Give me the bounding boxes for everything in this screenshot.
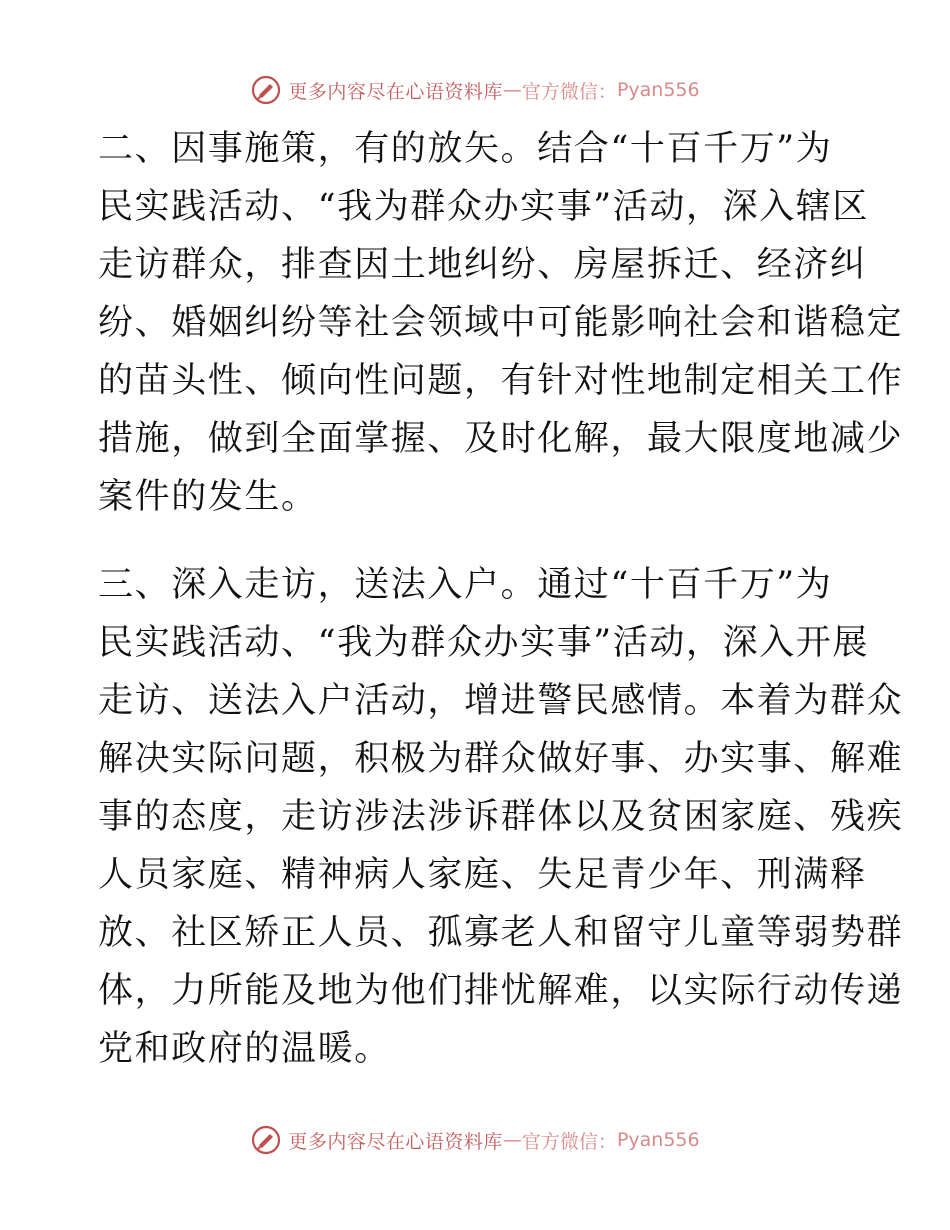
watermark-dash: — [502, 79, 522, 101]
watermark-wechat-label: 官方微信： [521, 80, 617, 103]
paragraph-line: 放、社区矫正人员、孤寡老人和留守儿童等弱势群 [98, 913, 904, 953]
watermark-brand: 更多内容尽在心语资料库 [288, 80, 503, 103]
paragraph-line: 走访群众，排查因土地纠纷、房屋拆迁、经济纠 [98, 245, 867, 285]
paragraph-3 [98, 556, 904, 1078]
paragraph-line: 民实践活动、“我为群众办实事”活动，深入辖区 [98, 187, 869, 227]
watermark-brand: 更多内容尽在心语资料库 [288, 1130, 503, 1153]
document-body [98, 120, 904, 1078]
paragraph-line: 解决实际问题，积极为群众做好事、办实事、解难 [98, 739, 904, 779]
watermark-wechat-id: Pyan556 [616, 79, 700, 101]
watermark-wechat-label: 官方微信： [521, 1130, 617, 1153]
brand-logo-icon [250, 74, 282, 106]
watermark-wechat-id: Pyan556 [616, 1129, 700, 1151]
paragraph-line: 三、深入走访，送法入户。通过“十百千万”为 [98, 565, 833, 605]
paragraph-line: 事的态度，走访涉法涉诉群体以及贫困家庭、残疾 [98, 797, 904, 837]
paragraph-line: 二、因事施策，有的放矢。结合“十百千万”为 [98, 129, 833, 169]
paragraph-spacer [98, 526, 858, 556]
paragraph-line: 民实践活动、“我为群众办实事”活动，深入开展 [98, 623, 869, 663]
paragraph-line: 案件的发生。 [98, 477, 318, 517]
footer-watermark [0, 1120, 950, 1160]
paragraph-2 [98, 120, 904, 526]
paragraph-line: 体，力所能及地为他们排忧解难，以实际行动传递 [98, 971, 904, 1011]
watermark-dash: — [502, 1129, 522, 1151]
paragraph-line: 党和政府的温暖。 [98, 1029, 391, 1069]
paragraph-line: 措施，做到全面掌握、及时化解，最大限度地减少 [98, 419, 904, 459]
paragraph-line: 走访、送法入户活动，增进警民感情。本着为群众 [98, 681, 904, 721]
paragraph-line: 的苗头性、倾向性问题，有针对性地制定相关工作 [98, 361, 904, 401]
paragraph-line: 纷、婚姻纠纷等社会领域中可能影响社会和谐稳定 [98, 303, 904, 343]
paragraph-line: 人员家庭、精神病人家庭、失足青少年、刑满释 [98, 855, 867, 895]
header-watermark [0, 70, 950, 110]
brand-logo-icon [250, 1124, 282, 1156]
